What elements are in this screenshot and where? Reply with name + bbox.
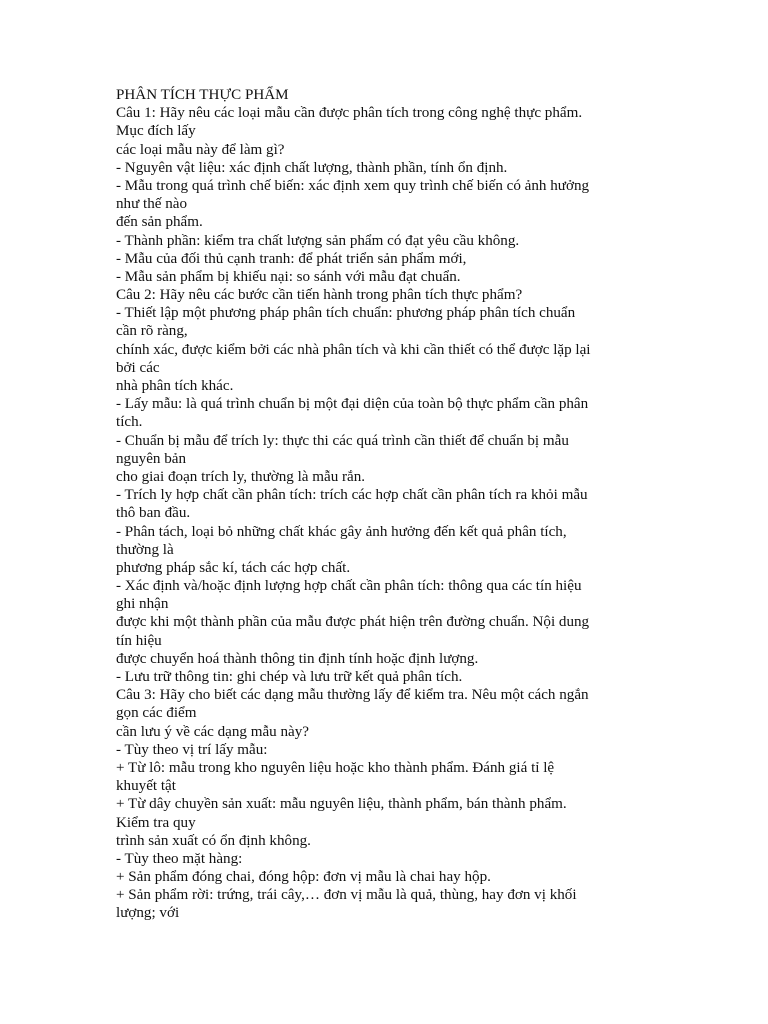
text-line: Câu 3: Hãy cho biết các dạng mẫu thường lấy để kiểm tra. Nêu một cách ngắn xyxy=(116,687,589,704)
text-line: - Thiết lập một phương pháp phân tích chuẩn: phương pháp phân tích chuẩn xyxy=(116,305,576,322)
text-line: - Trích ly hợp chất cần phân tích: trích các hợp chất cần phân tích ra khỏi mẫu xyxy=(116,487,588,504)
text-line: Câu 1: Hãy nêu các loại mẫu cần được phân tích trong công nghệ thực phẩm. xyxy=(116,105,583,122)
text-line: - Xác định và/hoặc định lượng hợp chất cần phân tích: thông qua các tín hiệu xyxy=(116,578,582,595)
text-line: - Tùy theo vị trí lấy mẫu: xyxy=(116,741,268,758)
text-line: tích. xyxy=(116,414,143,431)
text-line: + Từ dây chuyền sản xuất: mẫu nguyên liệu, thành phẩm, bán thành phẩm. xyxy=(116,796,567,813)
text-line: + Sản phẩm đóng chai, đóng hộp: đơn vị mẫu là chai hay hộp. xyxy=(116,869,491,886)
text-line: các loại mẫu này để làm gì? xyxy=(116,141,285,158)
text-line: - Lưu trữ thông tin: ghi chép và lưu trữ kết quả phân tích. xyxy=(116,669,463,685)
text-line: phương pháp sắc kí, tách các hợp chất. xyxy=(116,559,351,576)
text-line: nhà phân tích khác. xyxy=(116,378,234,394)
text-line: được chuyển hoá thành thông tin định tính hoặc định lượng. xyxy=(116,650,479,667)
text-line: - Lấy mẫu: là quá trình chuẩn bị một đại diện của toàn bộ thực phẩm cần phân xyxy=(116,396,589,413)
text-line: - Tùy theo mặt hàng: xyxy=(116,850,243,867)
text-line: - Mẫu của đối thủ cạnh tranh: để phát triển sản phẩm mới, xyxy=(116,250,467,267)
text-line: - Thành phần: kiểm tra chất lượng sản phẩm có đạt yêu cầu không. xyxy=(116,232,520,249)
text-line: lượng; với xyxy=(116,905,180,922)
text-line: khuyết tật xyxy=(116,778,176,795)
text-line: - Nguyên vật liệu: xác định chất lượng, thành phần, tính ổn định. xyxy=(116,159,508,176)
text-line: cho giai đoạn trích ly, thường là mẫu rắn. xyxy=(116,468,366,485)
text-line: bởi các xyxy=(116,359,160,376)
text-line: trình sản xuất có ổn định không. xyxy=(116,832,311,849)
text-line: - Phân tách, loại bỏ những chất khác gây ảnh hưởng đến kết quả phân tích, xyxy=(116,523,567,540)
text-line: như thế nào xyxy=(116,196,188,213)
text-line: Mục đích lấy xyxy=(116,123,196,140)
text-line: tín hiệu xyxy=(116,632,162,649)
document-body xyxy=(116,86,656,923)
text-line: cần lưu ý về các dạng mẫu này? xyxy=(116,723,309,740)
text-line: được khi một thành phần của mẫu được phát hiện trên đường chuẩn. Nội dung xyxy=(116,614,590,631)
text-line: chính xác, được kiểm bởi các nhà phân tích và khi cần thiết có thể được lặp lại xyxy=(116,341,591,358)
text-line: + Sản phẩm rời: trứng, trái cây,… đơn vị mẫu là quả, thùng, hay đơn vị khối xyxy=(116,887,577,904)
text-line: ghi nhận xyxy=(116,596,169,613)
text-line: + Từ lô: mẫu trong kho nguyên liệu hoặc kho thành phẩm. Đánh giá tỉ lệ xyxy=(116,759,555,776)
text-line: đến sản phẩm. xyxy=(116,214,203,231)
text-line: - Chuẩn bị mẫu để trích ly: thực thi các quá trình cần thiết để chuẩn bị mẫu xyxy=(116,432,569,449)
text-line: gọn các điểm xyxy=(116,705,197,722)
document-title: PHÂN TÍCH THỰC PHẨM xyxy=(116,87,289,103)
text-line: thô ban đầu. xyxy=(116,505,191,522)
text-line: - Mẫu trong quá trình chế biến: xác định xem quy trình chế biến có ảnh hưởng xyxy=(116,177,590,194)
text-line: cần rõ ràng, xyxy=(116,323,188,340)
text-line: Câu 2: Hãy nêu các bước cần tiến hành trong phân tích thực phẩm? xyxy=(116,287,523,304)
text-line: thường là xyxy=(116,541,174,558)
text-line: Kiểm tra quy xyxy=(116,814,196,831)
text-line: nguyên bản xyxy=(116,450,187,467)
text-line: - Mẫu sản phẩm bị khiếu nại: so sánh với mẫu đạt chuẩn. xyxy=(116,268,461,285)
